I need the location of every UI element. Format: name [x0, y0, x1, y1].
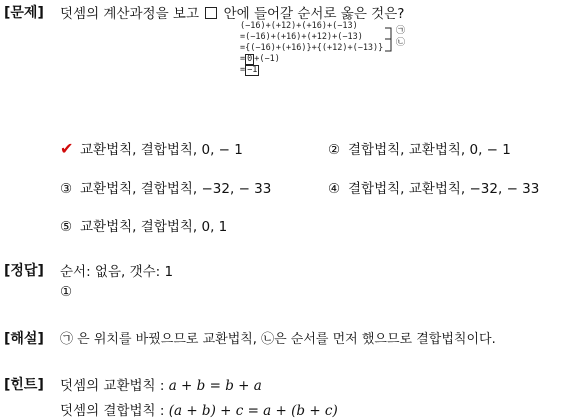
calc-box-1: 0	[247, 54, 253, 64]
explanation-tag: [해설]	[4, 331, 44, 347]
choice-5-text: 교환법칙, 결합법칙, 0, 1	[80, 219, 228, 235]
hint-line-1-label: 덧셈의 교환법칙 :	[60, 378, 165, 394]
choice-4-text: 결합법칙, 교환법칙, −32, − 33	[348, 181, 540, 197]
hint-line-2	[60, 399, 338, 419]
choice-4[interactable]	[328, 177, 539, 197]
bracket-label-1: ㉠	[396, 26, 406, 36]
choice-5-number: ⑤	[60, 219, 73, 235]
hint-tag: [힌트]	[4, 377, 44, 393]
hint-line-2-label: 덧셈의 결합법칙 :	[60, 403, 165, 419]
question-text-pre: 덧셈의 계산과정을 보고	[60, 6, 199, 22]
explanation-part-2: 은 순서를 먼저 했으므로 결합법칙이다.	[274, 332, 496, 347]
explanation-text	[60, 328, 496, 347]
calc-line-2: =(−16)+(+16)+(+12)+(−13)	[240, 32, 363, 42]
calc-line-3: ={(−16)+(+16)}+{(+12)+(−13)}	[240, 43, 384, 53]
choice-2[interactable]	[328, 138, 511, 158]
choice-5[interactable]	[60, 215, 227, 235]
calc-line-5: = −1	[240, 65, 258, 75]
choice-1-text: 교환법칙, 결합법칙, 0, − 1	[80, 142, 243, 158]
check-mark-icon: ✔	[60, 139, 74, 158]
choice-3[interactable]	[60, 177, 271, 197]
bracket-label-2: ㉡	[396, 38, 406, 48]
answer-line-2: ①	[60, 284, 73, 300]
calc-line-1: (−16)+(+12)+(+16)+(−13)	[240, 21, 358, 31]
choice-3-number: ③	[60, 181, 73, 197]
choice-2-text: 결합법칙, 교환법칙, 0, − 1	[348, 142, 511, 158]
problem-question	[60, 2, 404, 22]
choice-1[interactable]	[60, 138, 243, 158]
blank-square-icon	[205, 7, 217, 19]
explanation-part-1: 은 위치를 바꿨으므로 교환법칙,	[77, 332, 257, 347]
answer-tag: [정답]	[4, 263, 44, 279]
explanation-marker-2: ㉡	[261, 332, 275, 347]
calc-line-4-rest: +(−1)	[254, 54, 280, 64]
hint-line-1	[60, 374, 262, 394]
problem-tag: [문제]	[4, 5, 44, 21]
hint-line-1-formula: a + b = b + a	[168, 378, 262, 394]
choice-3-text: 교환법칙, 결합법칙, −32, − 33	[80, 181, 272, 197]
calc-line-4: = 0 +(−1)	[240, 54, 280, 64]
question-text-post: 안에 들어갈 순서로 옳은 것은?	[223, 6, 405, 22]
calc-figure	[240, 21, 383, 76]
explanation-marker-1: ㉠	[60, 332, 74, 347]
hint-line-2-formula: (a + b) + c = a + (b + c)	[168, 403, 338, 419]
calc-box-2: −1	[247, 65, 258, 75]
answer-line-1: 순서: 없음, 갯수: 1	[60, 264, 174, 280]
choice-2-number: ②	[328, 142, 341, 158]
choice-4-number: ④	[328, 181, 341, 197]
